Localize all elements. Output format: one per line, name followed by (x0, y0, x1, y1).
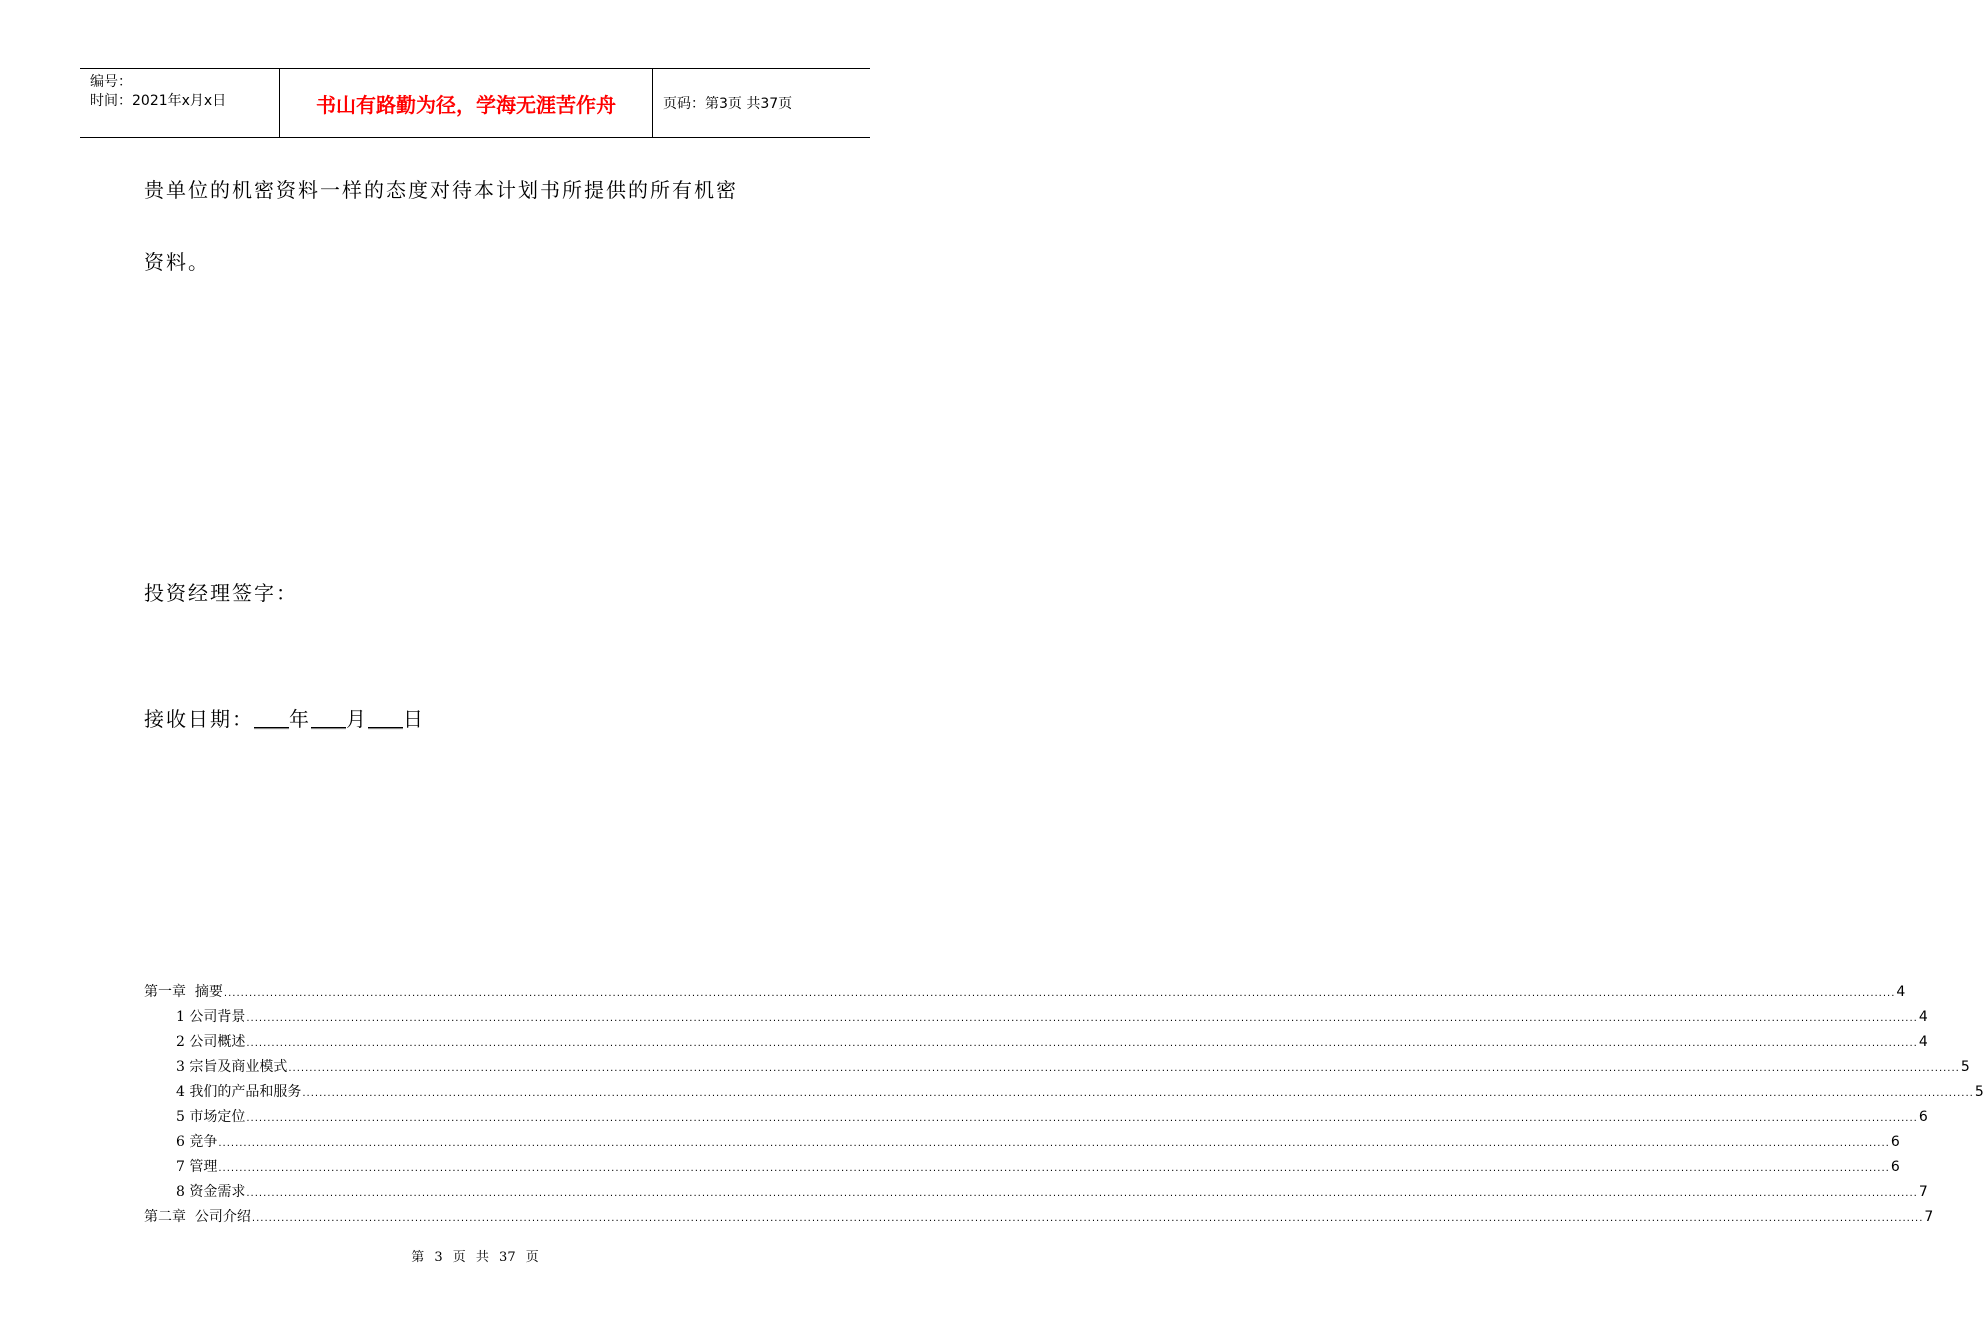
toc-entry-label: 5 市场定位 (176, 1109, 246, 1125)
toc-entry-label: 第二章 公司介绍 (144, 1209, 251, 1225)
header-page-info: 页码：第3页 共37页 (663, 96, 793, 112)
toc-entry-label: 2 公司概述 (176, 1034, 246, 1050)
toc-entry[interactable] (144, 1180, 1928, 1205)
header-motto: 书山有路勤为径，学海无涯苦作舟 (280, 69, 653, 137)
toc-entry[interactable] (144, 1205, 1934, 1230)
toc-entry-page: 6 (1918, 1109, 1928, 1125)
toc-dot-leader: ................................................................................................................................................................................................................................................................................................................................................................................................................ (302, 1088, 1974, 1099)
body-paragraph-line-2: 资料。 (144, 250, 210, 274)
page-footer: 第 3 页 共 37 页 (411, 1250, 539, 1265)
toc-entry-label: 7 管理 (176, 1159, 218, 1175)
toc-entry[interactable] (144, 1105, 1928, 1130)
toc-dot-leader: ................................................................................................................................................................................................................................................................................................................................................................................................................ (246, 1188, 1918, 1199)
day-label: 日 (403, 707, 425, 731)
month-blank: _____ (311, 714, 346, 730)
document-time: 时间：2021年x月x日 (90, 93, 227, 109)
toc-entry-label: 第一章 摘要 (144, 984, 223, 1000)
table-of-contents (144, 980, 1984, 1230)
year-label: 年 (289, 707, 311, 731)
toc-entry-page: 4 (1918, 1034, 1928, 1050)
toc-dot-leader: ................................................................................................................................................................................................................................................................................................................................................................................................................ (246, 1038, 1918, 1049)
toc-dot-leader: ................................................................................................................................................................................................................................................................................................................................................................................................................ (218, 1138, 1890, 1149)
toc-entry-label: 3 宗旨及商业模式 (176, 1059, 288, 1075)
toc-entry[interactable] (144, 1155, 1900, 1180)
toc-entry-page: 4 (1896, 984, 1906, 1000)
toc-dot-leader: ................................................................................................................................................................................................................................................................................................................................................................................................................ (246, 1113, 1918, 1124)
toc-entry-page: 7 (1924, 1209, 1934, 1225)
toc-dot-leader: ................................................................................................................................................................................................................................................................................................................................................................................................................ (246, 1013, 1918, 1024)
receive-date-line (144, 703, 814, 732)
toc-entry-page: 7 (1918, 1184, 1928, 1200)
toc-entry-page: 6 (1890, 1159, 1900, 1175)
toc-dot-leader: ................................................................................................................................................................................................................................................................................................................................................................................................................ (218, 1163, 1890, 1174)
document-number-label: 编号： (90, 74, 132, 90)
month-label: 月 (346, 707, 368, 731)
toc-dot-leader: ................................................................................................................................................................................................................................................................................................................................................................................................................ (288, 1063, 1960, 1074)
toc-entry[interactable] (144, 1030, 1928, 1055)
investment-manager-signature-label: 投资经理签字： (144, 581, 298, 605)
toc-dot-leader: ................................................................................................................................................................................................................................................................................................................................................................................................................ (223, 988, 1896, 999)
toc-entry-label: 1 公司背景 (176, 1009, 246, 1025)
page-header (80, 68, 870, 138)
toc-entry-page: 4 (1918, 1009, 1928, 1025)
header-meta (80, 69, 280, 137)
toc-entry-label: 4 我们的产品和服务 (176, 1084, 302, 1100)
toc-entry-page: 6 (1890, 1134, 1900, 1150)
year-blank: _____ (254, 714, 289, 730)
toc-entry[interactable] (144, 1055, 1970, 1080)
toc-entry[interactable] (144, 1005, 1928, 1030)
receive-date-label: 接收日期： (144, 707, 254, 731)
toc-entry[interactable] (144, 980, 1906, 1005)
toc-entry-page: 5 (1960, 1059, 1970, 1075)
toc-dot-leader: ................................................................................................................................................................................................................................................................................................................................................................................................................ (251, 1213, 1924, 1224)
toc-entry[interactable] (144, 1130, 1900, 1155)
body-paragraph-line-1: 贵单位的机密资料一样的态度对待本计划书所提供的所有机密 (144, 178, 738, 202)
toc-entry-label: 8 资金需求 (176, 1184, 246, 1200)
day-blank: _____ (368, 714, 403, 730)
toc-entry-page: 5 (1974, 1084, 1984, 1100)
toc-entry-label: 6 竞争 (176, 1134, 218, 1150)
toc-entry[interactable] (144, 1080, 1984, 1105)
